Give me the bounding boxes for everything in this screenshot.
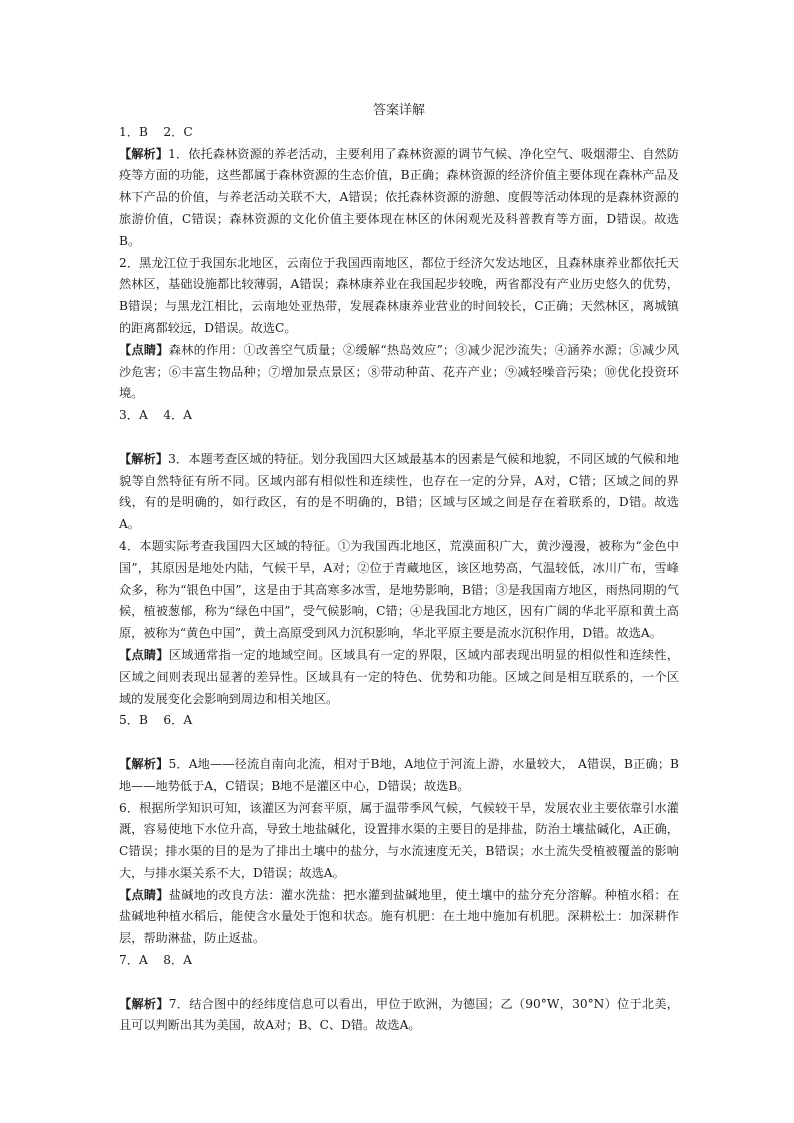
explanation-paragraph (119, 885, 679, 950)
answer-key-line (119, 710, 679, 732)
paragraph-text: 森林的作用：①改善空气质量；②缓解“热岛效应”；③减少泥沙流失；④涵养水源；⑤减少风沙危害；⑥丰富生物品种；⑦增加景点景区；⑧带动种苗、花卉产业；⑨减轻噪音污染；⑩优化投资环境。 (119, 342, 679, 401)
explanation-paragraph (119, 340, 679, 405)
section-tag: 【点睛】 (119, 647, 169, 662)
paragraph-text: 区域通常指一定的地域空间。区域具有一定的界限，区域内部表现出明显的相似性和连续性，区域之间则表现出显著的差异性。区域具有一定的特色、优势和功能。区域之间是相互联系的，一个区域的发展变化会影响到周边和相关地区。 (119, 647, 680, 706)
section-tag: 【解析】 (119, 146, 169, 161)
paragraph-text: 5．B 6．A (119, 713, 193, 728)
page-title: 答案详解 (372, 103, 425, 118)
paragraph-text: 4．本题实际考查我国四大区域的特征。①为我国西北地区，荒漠面积广大，黄沙漫漫，被称为“金色中国”，其原因是地处内陆，气候干旱，A对；②位于青藏地区，该区地势高，气温较低，冰川广布，雪峰众多，称为“银色中国”，这是由于其高寒多冰雪，是地势影响，B错；③是我国南方地区，雨热同期的气候，植被葱郁，称为“绿色中国”，受气候影响，C错；④是我国北方地区，因有广阔的华北平原和黄土高原，被称为“黄色中国”，黄土高原受到风力沉积影响，华北平原主要是流水沉积作用，D错。故选A。 (119, 538, 679, 641)
paragraph-text: 2．黑龙江位于我国东北地区，云南位于我国西南地区，都位于经济欠发达地区，且森林康养业都依托天然林区，基础设施都比较薄弱，A错误；森林康养业在我国起步较晚，两省都没有产业历史悠久的优势，B错误；与黑龙江相比，云南地处亚热带，发展森林康养业营业的时间较长，C正确；天然林区，离城镇的距离都较远，D错误。故选C。 (119, 255, 679, 335)
section-tag: 【点睛】 (119, 887, 169, 902)
paragraph-text: 1．B 2．C (119, 124, 193, 139)
paragraph-text: 7．结合图中的经纬度信息可以看出，甲位于欧洲，为德国；乙（90°W，30°N）位于北美，且可以判断出其为美国，故A对；B、C、D错。故选A。 (119, 996, 679, 1033)
answer-page (119, 100, 679, 1037)
answer-key-line (119, 122, 679, 144)
explanation-paragraph (119, 754, 679, 798)
paragraph-text: 7．A 8．A (119, 953, 192, 968)
explanation-paragraph (119, 645, 679, 710)
paragraph-text: 盐碱地的改良方法：灌水洗盐：把水灌到盐碱地里，使土壤中的盐分充分溶解。种植水稻：在盐碱地种植水稻后，能使含水量处于饱和状态。施有机肥：在土地中施加有机肥。深耕松土：加深耕作层，帮助淋盐，防止返盐。 (119, 887, 680, 946)
paragraph-text: 6．根据所学知识可知，该灌区为河套平原，属于温带季风气候，气候较干旱，发展农业主要依靠引水灌溉，容易使地下水位升高，导致土地盐碱化，设置排水渠的主要目的是排盐，防治土壤盐碱化，A正确，C错误；排水渠的目的是为了排出土壤中的盐分，与水流速度无关，B错误；水土流失受植被覆盖的影响大，与排水渠关系不大，D错误；故选A。 (119, 800, 679, 880)
explanation-paragraph (119, 798, 679, 885)
explanation-paragraph (119, 144, 679, 253)
blank-line (119, 972, 679, 994)
paragraph-text: 3．A 4．A (119, 408, 192, 423)
explanation-paragraph (119, 536, 679, 645)
blank-line (119, 732, 679, 754)
explanation-paragraph (119, 449, 679, 536)
paragraph-text: 5．A地——径流自南向北流，相对于B地，A地位于河流上游，水量较大， A错误，B正确；B地——地势低于A，C错误；B地不是灌区中心，D错误；故选B。 (119, 756, 680, 793)
answer-content (119, 122, 679, 1037)
section-tag: 【解析】 (119, 996, 169, 1011)
section-tag: 【解析】 (119, 451, 169, 466)
section-tag: 【解析】 (119, 756, 169, 771)
blank-line (119, 427, 679, 449)
section-tag: 【点睛】 (119, 342, 169, 357)
answer-key-line (119, 950, 679, 972)
explanation-paragraph (119, 994, 679, 1038)
explanation-paragraph (119, 253, 679, 340)
paragraph-text: 3．本题考查区域的特征。划分我国四大区域最基本的因素是气候和地貌，不同区域的气候和地貌等自然特征有所不同。区域内部有相似性和连续性，也存在一定的分异，A对，C错；区域之间的界线，有的是明确的，如行政区，有的是不明确的，B错；区域与区域之间是存在着联系的，D错。故选A。 (119, 451, 679, 532)
answer-key-line (119, 405, 679, 427)
paragraph-text: 1．依托森林资源的养老活动，主要利用了森林资源的调节气候、净化空气、吸烟滞尘、自然防疫等方面的功能，这些都属于森林资源的生态价值，B正确；森林资源的经济价值主要体现在森林产品及林下产品的价值，与养老活动关联不大，A错误；依托森林资源的游憩、度假等活动体现的是森林资源的旅游价值，C错误；森林资源的文化价值主要体现在林区的休闲观光及科普教育等方面，D错误。故选B。 (119, 146, 679, 248)
